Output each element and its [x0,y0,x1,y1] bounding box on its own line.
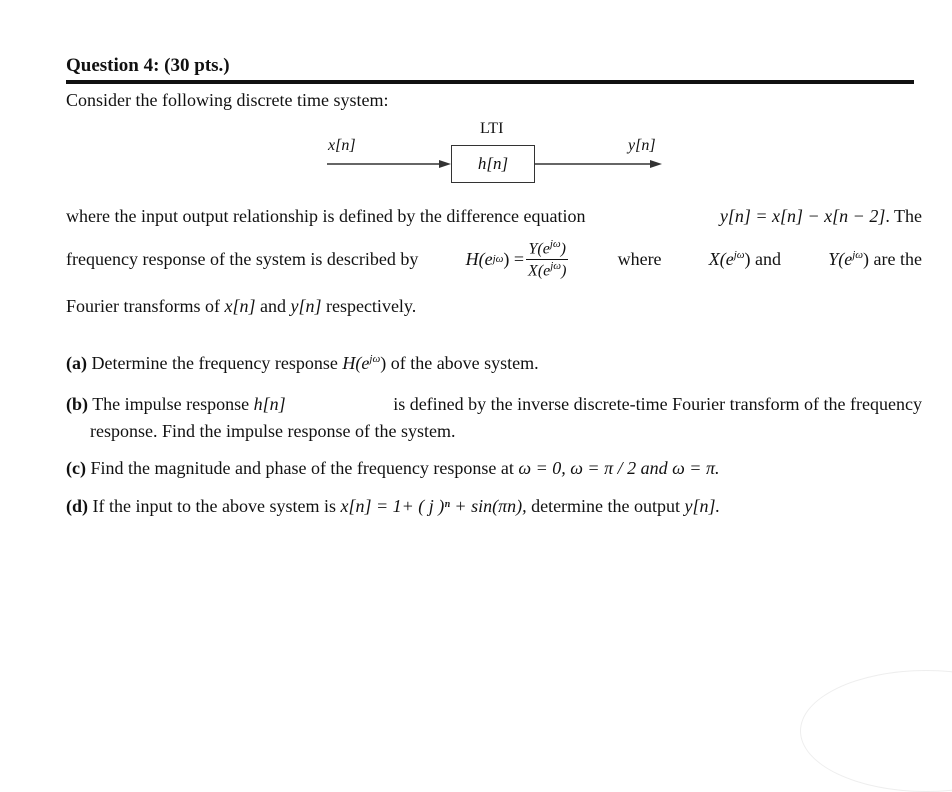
p1-text-b: . The [885,206,922,226]
part-c: (c) Find the magnitude and phase of the frequency response at ω = 0, ω = π / 2 and ω = π. [66,458,720,478]
system-top-label: LTI [480,120,504,137]
fraction-denominator: $X(e^{j\omega})$ [528,259,567,280]
input-label: x[n] [328,137,356,154]
paragraph-line-2 [66,238,922,280]
part-d-label: (d) [66,496,88,516]
fraction-numerator: $Y(e^{j\omega})$ [526,238,568,260]
input-arrowhead [439,160,451,168]
y-of-n: y[n] [290,296,322,316]
p1-text-a: where the input output relationship is defined by the difference equation [66,206,586,226]
output-arrowhead [650,160,662,168]
p2-text-a: frequency response of the system is described by [66,248,419,269]
h-lhs: H(e [465,248,493,269]
freq-response-def [466,238,571,280]
y-transform: $Y(e^{j\omega})$ are the [828,248,922,269]
system-inner-label: h[n] [477,154,509,173]
x-of-n: x[n] [224,296,256,316]
x-transform: $X(e^{j\omega})$ and [708,248,782,269]
part-a: (a) Determine the frequency response $H(e^{j\omega})$ of the above system. [66,353,539,373]
difference-equation: y[n] = x[n] − x[n − 2] [719,206,886,226]
system-block [451,145,535,183]
question-title: Question 4: (30 pts.) [66,55,230,76]
h-lhs-sup: jω [492,253,504,266]
part-c-label: (c) [66,458,86,478]
intro-text: Consider the following discrete time system: [66,90,389,110]
omega-values: ω = 0, ω = π / 2 and ω = π. [518,458,720,478]
paragraph-line-1 [66,206,922,227]
paragraph-line-3: Fourier transforms of x[n] and y[n] respectively. [66,296,417,316]
part-b-line-1: (b) The impulse response h[n] is defined by the inverse discrete-time Fourier transform of the frequency [66,394,922,414]
input-signal-eq: x[n] = 1+ ( j )ⁿ + sin(πn), [340,496,527,516]
output-label: y[n] [628,137,656,154]
p1-equation-wrap [720,206,922,227]
h-eq: ) = [503,248,525,269]
part-d: (d) If the input to the above system is x[n] = 1+ ( j )ⁿ + sin(πn), determine the output y[n]. [66,496,721,516]
part-b-line-2: response. Find the impulse response of the system. [90,421,456,441]
fraction [526,238,568,280]
part-a-label: (a) [66,353,87,373]
part-b-label: (b) [66,394,88,414]
p2-text-b: where [617,248,662,269]
